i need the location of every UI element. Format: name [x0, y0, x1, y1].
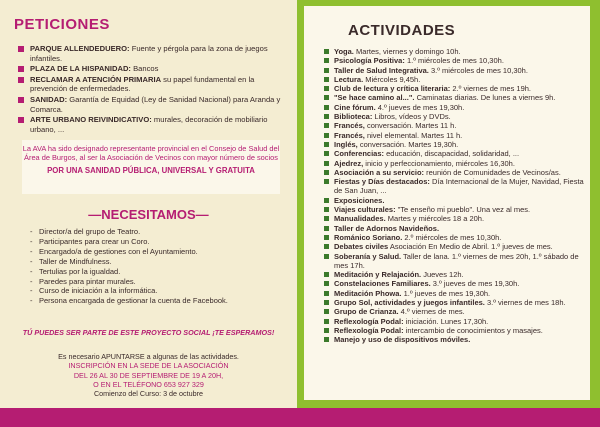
list-item: Reflexología Podal: intercambio de conocimientos y masajes.: [324, 326, 592, 335]
list-item: Lectura. Miércoles 9,45h.: [324, 75, 592, 84]
square-bullet-icon: [324, 244, 329, 249]
square-bullet-icon: [324, 226, 329, 231]
list-item: "Se hace camino al...". Caminatas diarias. De lunes a viernes 9h.: [324, 93, 592, 102]
square-bullet-icon: [324, 198, 329, 203]
square-bullet-icon: [324, 291, 329, 296]
list-item: Taller de Adornos Navideños.: [324, 224, 592, 233]
list-item: PLAZA DE LA HISPANIDAD: Bancos: [18, 64, 290, 74]
list-item: Ajedrez, inicio y perfeccionamiento, miércoles 16,30h.: [324, 159, 592, 168]
list-item: - Taller de Mindfulness.: [30, 256, 112, 266]
square-bullet-icon: [324, 319, 329, 324]
list-item: Biblioteca: Libros, vídeos y DVDs.: [324, 112, 592, 121]
square-bullet-icon: [324, 272, 329, 277]
square-bullet-icon: [324, 68, 329, 73]
list-item: Debates civiles Asociación En Medio de Abril. 1.º jueves de mes.: [324, 242, 592, 251]
square-bullet-icon: [324, 216, 329, 221]
dash-bullet-icon: -: [30, 276, 33, 286]
list-item: Manualidades. Martes y miércoles 18 a 20h.: [324, 214, 592, 223]
list-item: Fiestas y Días destacados: Día Internacional de la Mujer, Navidad, Fiesta de San Juan, ...: [324, 177, 592, 196]
square-bullet-icon: [324, 254, 329, 259]
list-item: Yoga. Martes, viernes y domingo 10h.: [324, 47, 592, 56]
square-bullet-icon: [324, 133, 329, 138]
list-item: Viajes culturales: "Te enseño mi pueblo". Una vez al mes.: [324, 205, 592, 214]
list-item: - Tertulias por la igualdad.: [30, 266, 121, 276]
dash-bullet-icon: -: [30, 236, 33, 246]
square-bullet-icon: [324, 161, 329, 166]
necesitamos-list: [30, 227, 290, 306]
dash-bullet-icon: -: [30, 246, 33, 256]
square-bullet-icon: [18, 66, 24, 72]
inscripcion-info: Es necesario APUNTARSE a algunas de las actividades. INSCRIPCIÓN EN LA SEDE DE LA ASOCIACIÓN DEL 26 AL 30 DE SEPTIEMBRE DE 19 A 20H, O EN EL TELÉFONO 653 927 329 Comienzo del Curso: 3 de octubre: [58, 352, 239, 399]
list-item: Grupo de Crianza. 4.º viernes de mes.: [324, 307, 592, 316]
square-bullet-icon: [324, 235, 329, 240]
square-bullet-icon: [324, 142, 329, 147]
list-item: ARTE URBANO REIVINDICATIVO: murales, decoración de mobiliario urbano, ...: [18, 115, 290, 134]
list-item: Reflexología Podal: iniciación. Lunes 17,30h.: [324, 317, 592, 326]
ava-notice-box: [22, 140, 280, 194]
square-bullet-icon: [324, 114, 329, 119]
square-bullet-icon: [324, 328, 329, 333]
square-bullet-icon: [324, 309, 329, 314]
square-bullet-icon: [18, 97, 24, 103]
square-bullet-icon: [18, 46, 24, 52]
list-item: Meditación Phowa. 1.º jueves de mes 19,30h.: [324, 289, 592, 298]
list-item: Cine fórum. 4.º jueves de mes 19,30h.: [324, 103, 592, 112]
list-item: SANIDAD: Garantía de Equidad (Ley de Sanidad Nacional) para Aranda y Comarca.: [18, 95, 290, 114]
square-bullet-icon: [324, 151, 329, 156]
bottom-bar: [0, 408, 600, 427]
list-item: - Director/a del grupo de Teatro.: [30, 227, 141, 236]
square-bullet-icon: [324, 86, 329, 91]
tu-puedes-slogan: TÚ PUEDES SER PARTE DE ESTE PROYECTO SOCIAL ¡TE ESPERAMOS!: [22, 328, 275, 337]
necesitamos-title: —NECESITAMOS—: [88, 207, 209, 222]
square-bullet-icon: [324, 49, 329, 54]
dash-bullet-icon: -: [30, 286, 33, 296]
square-bullet-icon: [324, 300, 329, 305]
actividades-list: [324, 47, 592, 345]
dash-bullet-icon: -: [30, 227, 33, 236]
square-bullet-icon: [324, 337, 329, 342]
dash-bullet-icon: -: [30, 256, 33, 266]
list-item: - Participantes para crear un Coro.: [30, 236, 150, 246]
list-item: Conferencias: educación, discapacidad, solidaridad, ...: [324, 149, 592, 158]
list-item: Constelaciones Familiares. 3.º jueves de mes 19,30h.: [324, 279, 592, 288]
list-item: PARQUE ALLENDEDUERO: Fuente y pérgola para la zona de juegos infantiles.: [18, 44, 290, 63]
square-bullet-icon: [324, 281, 329, 286]
list-item: Exposiciones.: [324, 196, 592, 205]
ava-notice-highlight: POR UNA SANIDAD PÚBLICA, UNIVERSAL Y GRATUITA: [47, 165, 255, 175]
peticiones-list: [18, 44, 290, 135]
dash-bullet-icon: -: [30, 296, 33, 306]
square-bullet-icon: [324, 95, 329, 100]
list-item: - Encargado/a de gestiones con el Ayuntamiento.: [30, 246, 198, 256]
list-item: - Persona encargada de gestionar la cuenta de Facebook.: [30, 296, 228, 306]
list-item: RECLAMAR A ATENCIÓN PRIMARIA su papel fundamental en la prevención de enfermedades.: [18, 75, 290, 94]
list-item: Francés, nivel elemental. Martes 11 h.: [324, 131, 592, 140]
right-panel: [297, 0, 600, 408]
list-item: Soberanía y Salud. Taller de lana. 1.º viernes de mes 20h, 1.º sábado de mes 17h.: [324, 252, 592, 271]
square-bullet-icon: [324, 170, 329, 175]
list-item: Taller de Salud Integrativa. 3.º miércoles de mes 10,30h.: [324, 66, 592, 75]
list-item: Francés, conversación. Martes 11 h.: [324, 121, 592, 130]
square-bullet-icon: [324, 123, 329, 128]
dash-bullet-icon: -: [30, 266, 33, 276]
list-item: Asociación a su servicio: reunión de Comunidades de Vecinos/as.: [324, 168, 592, 177]
list-item: Románico Soriano. 2.º miércoles de mes 10,30h.: [324, 233, 592, 242]
list-item: - Curso de iniciación a la informática.: [30, 286, 158, 296]
actividades-box: [304, 6, 590, 400]
list-item: Meditación y Relajación. Jueves 12h.: [324, 270, 592, 279]
list-item: Psicología Positiva: 1.º miércoles de mes 10,30h.: [324, 56, 592, 65]
square-bullet-icon: [324, 207, 329, 212]
square-bullet-icon: [18, 77, 24, 83]
list-item: Club de lectura y crítica literaria: 2.º viernes de mes 19h.: [324, 84, 592, 93]
left-panel: [0, 0, 297, 408]
list-item: Grupo Sol, actividades y juegos infantiles. 3.º viernes de mes 18h.: [324, 298, 592, 307]
list-item: - Paredes para pintar murales.: [30, 276, 136, 286]
square-bullet-icon: [18, 117, 24, 123]
square-bullet-icon: [324, 77, 329, 82]
square-bullet-icon: [324, 58, 329, 63]
list-item: Inglés, conversación. Martes 19,30h.: [324, 140, 592, 149]
peticiones-title: PETICIONES: [14, 16, 110, 33]
square-bullet-icon: [324, 179, 329, 184]
square-bullet-icon: [324, 105, 329, 110]
list-item: Manejo y uso de dispositivos móviles.: [324, 335, 592, 344]
ava-notice-text: La AVA ha sido designado representante provincial en el Consejo de Salud del Área de Burgos, al ser la Asociación de Vecinos con mayor número de socios: [22, 144, 280, 163]
actividades-title: ACTIVIDADES: [348, 22, 456, 39]
